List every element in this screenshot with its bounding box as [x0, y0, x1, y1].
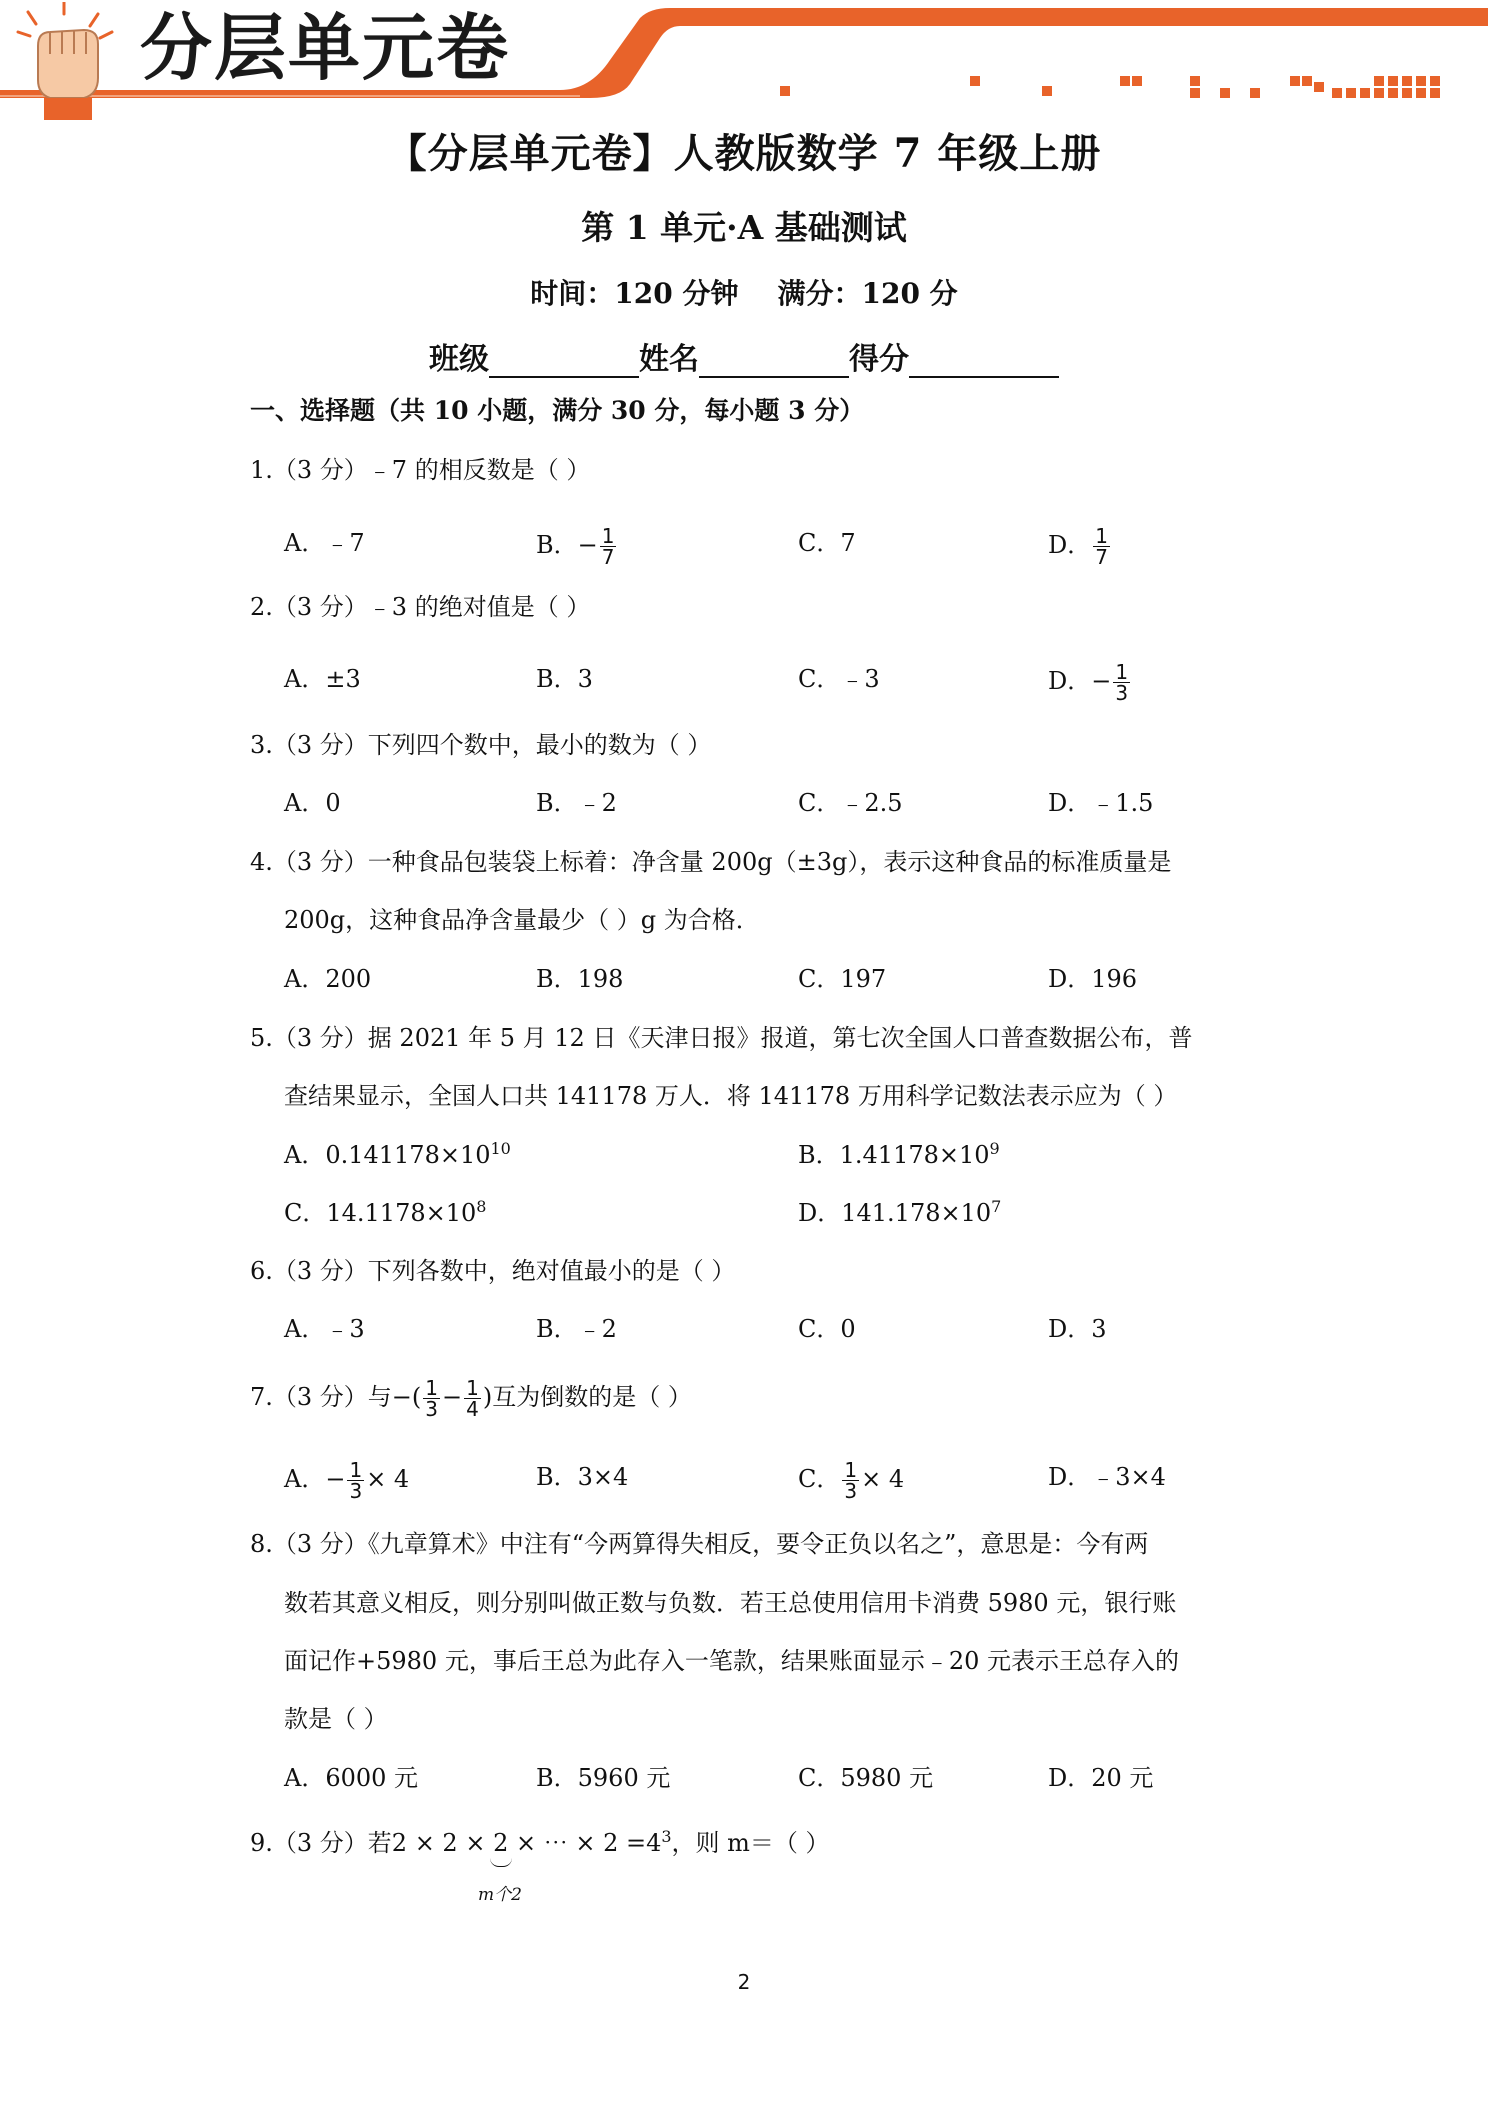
q8-option-c[interactable]: C．5980 元: [798, 1764, 934, 1792]
q4-option-c[interactable]: C．197: [798, 965, 887, 993]
fraction: $\frac{1}{3}$: [844, 1458, 858, 1503]
brace-note: m个2: [478, 1885, 522, 1905]
q7-option-a[interactable]: A．− $\frac{1}{3}$ × 4: [284, 1458, 410, 1503]
question-9-stem: 9.（3 分）若2 × 2 × 2 × ⋯ × $2 =4^3$，则 m＝（ ）: [250, 1827, 830, 1857]
q2-option-a[interactable]: A．±3: [284, 665, 361, 693]
question-6-stem: 6.（3 分）下列各数中，绝对值最小的是（ ）: [250, 1257, 736, 1285]
question-4-stem-line1: 4.（3 分）一种食品包装袋上标着：净含量 200g（±3g），表示这种食品的标准质量是: [250, 848, 1172, 876]
fraction: $\frac{1}{3}$: [425, 1376, 439, 1421]
q1-option-d[interactable]: D． $\frac{1}{7}$: [1048, 524, 1108, 569]
q4-option-a[interactable]: A．200: [284, 965, 372, 993]
question-5-stem-line2: 查结果显示，全国人口共 141178 万人．将 141178 万用科学记数法表示应为（ ）: [284, 1082, 1178, 1110]
class-blank[interactable]: [489, 346, 639, 378]
q3-option-a[interactable]: A．0: [284, 789, 341, 817]
q8-option-d[interactable]: D．20 元: [1048, 1764, 1154, 1792]
q1-option-c[interactable]: C．7: [798, 529, 856, 557]
q7-option-c[interactable]: C． $\frac{1}{3}$ × 4: [798, 1458, 905, 1503]
q7-option-d[interactable]: D．﹣3×4: [1048, 1463, 1166, 1491]
brand-slogan: 名师伴学 分层好题 精准提升: [690, 26, 1060, 54]
q4-option-b[interactable]: B．198: [536, 965, 624, 993]
question-7-stem: 7.（3 分）与−( $\frac{1}{3}$ − $\frac{1}{4}$ )互为倒数的是（ ）: [250, 1376, 692, 1421]
page-number: 2: [737, 1970, 751, 1994]
q8-option-b[interactable]: B．5960 元: [536, 1764, 671, 1792]
q2-option-b[interactable]: B．3: [536, 665, 593, 693]
underbrace: [490, 1858, 512, 1867]
student-info-line: [0, 334, 1488, 378]
q5-option-c[interactable]: C．$14.1178\times 10^8$: [284, 1197, 487, 1227]
q2-option-c[interactable]: C．﹣3: [798, 665, 880, 693]
q6-option-c[interactable]: C．0: [798, 1315, 856, 1343]
fraction: $\frac{1}{7}$: [601, 524, 615, 569]
page-header: [0, 0, 1488, 130]
q3-option-d[interactable]: D．﹣1.5: [1048, 789, 1154, 817]
q5-option-a[interactable]: A．$0.141178\times 10^{10}$: [284, 1139, 511, 1169]
question-3-stem: 3.（3 分）下列四个数中，最小的数为（ ）: [250, 731, 712, 759]
q6-option-a[interactable]: A．﹣3: [284, 1315, 365, 1343]
time-score-line: 时间：120 分钟 满分：120 分: [530, 277, 958, 310]
question-8-stem-line3: 面记作+5980 元，事后王总为此存入一笔款，结果账面显示﹣20 元表示王总存入的: [284, 1647, 1179, 1675]
question-8-stem-line1: 8.（3 分）《九章算术》中注有“今两算得失相反，要令正负以名之”，意思是：今有两: [250, 1530, 1149, 1558]
class-label: 班级: [429, 342, 489, 377]
score-blank[interactable]: [909, 346, 1059, 378]
question-8-stem-line4: 款是（ ）: [284, 1705, 388, 1733]
q1-option-b[interactable]: B．− $\frac{1}{7}$: [536, 524, 615, 569]
question-1-stem: 1.（3 分）﹣7 的相反数是（ ）: [250, 456, 591, 484]
q3-option-b[interactable]: B．﹣2: [536, 789, 617, 817]
q7-option-b[interactable]: B．3×4: [536, 1463, 629, 1491]
q1-option-a[interactable]: A．﹣7: [284, 529, 365, 557]
unit-title: 第 1 单元·A 基础测试: [581, 208, 907, 247]
q6-option-b[interactable]: B．﹣2: [536, 1315, 617, 1343]
score-label: 得分: [849, 342, 909, 377]
q2-option-d[interactable]: D．− $\frac{1}{3}$: [1048, 660, 1129, 705]
fraction: $\frac{1}{4}$: [466, 1376, 479, 1421]
brand-title: 分层单元卷: [140, 6, 511, 90]
raised-fist-icon: [14, 2, 124, 120]
q5-option-d[interactable]: D．$141.178\times 10^7$: [798, 1197, 1002, 1227]
name-blank[interactable]: [699, 346, 849, 378]
question-8-stem-line2: 数若其意义相反，则分别叫做正数与负数．若王总使用信用卡消费 5980 元，银行账: [284, 1589, 1177, 1617]
q8-option-a[interactable]: A．6000 元: [284, 1764, 419, 1792]
q6-option-d[interactable]: D．3: [1048, 1315, 1107, 1343]
document-title: 【分层单元卷】人教版数学 7 年级上册: [386, 130, 1102, 177]
question-2-stem: 2.（3 分）﹣3 的绝对值是（ ）: [250, 593, 591, 621]
section-heading: 一、选择题（共 10 小题，满分 30 分，每小题 3 分）: [250, 396, 865, 425]
fraction: $\frac{1}{7}$: [1095, 524, 1108, 569]
question-5-stem-line1: 5.（3 分）据 2021 年 5 月 12 日《天津日报》报道，第七次全国人口普查数据公布，普: [250, 1024, 1193, 1052]
fraction: $\frac{1}{3}$: [349, 1458, 363, 1503]
decorative-squares: [780, 72, 1480, 102]
question-4-stem-line2: 200g，这种食品净含量最少（ ）g 为合格．: [284, 906, 760, 934]
name-label: 姓名: [639, 342, 699, 377]
q5-option-b[interactable]: B．$1.41178\times 10^9$: [798, 1139, 1000, 1169]
fraction: $\frac{1}{3}$: [1115, 660, 1129, 705]
q4-option-d[interactable]: D．196: [1048, 965, 1138, 993]
q3-option-c[interactable]: C．﹣2.5: [798, 789, 903, 817]
